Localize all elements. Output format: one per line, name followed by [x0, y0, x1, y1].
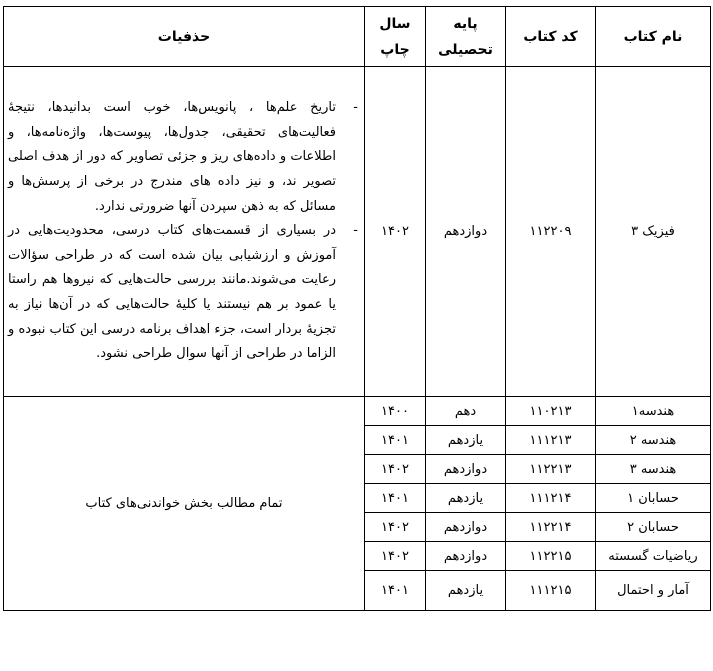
year-cell: ۱۴۰۱ — [365, 571, 426, 611]
book-name-cell: هندسه ۳ — [596, 455, 711, 484]
book-code-cell: ۱۱۲۲۱۳ — [506, 455, 596, 484]
header-deletions: حذفیات — [4, 7, 365, 67]
header-row — [4, 7, 711, 67]
book-code-cell: ۱۱۱۲۱۴ — [506, 484, 596, 513]
header-book-name: نام کتاب — [596, 7, 711, 67]
book-name-cell: هندسه۱ — [596, 397, 711, 426]
grade-cell: یازدهم — [426, 484, 506, 513]
deletion-item: - در بسیاری از قسمت‌های کتاب درسی، محدودیت‌هایی در آموزش و ارزشیابی بیان شده است که در طراحی سؤالات رعایت می‌شوند.مانند بررسی حالت‌هایی که نیروها هم راستا یا عمود بر هم نیستند یا کلیهٔ حالت‌هایی که در آن‌ها نیاز به تجزیهٔ بردار است، جزء اهداف برنامه درسی این کتاب نبوده و الزاما در طراحی از آنها سوال طراحی نشود. — [8, 219, 336, 367]
book-code-cell: ۱۱۰۲۱۳ — [506, 397, 596, 426]
book-name-cell: حسابان ۲ — [596, 513, 711, 542]
book-code-cell: ۱۱۲۲۰۹ — [506, 67, 596, 397]
grade-cell: دوازدهم — [426, 455, 506, 484]
grade-cell: یازدهم — [426, 426, 506, 455]
year-cell: ۱۴۰۲ — [365, 513, 426, 542]
header-grade: پایه تحصیلی — [426, 7, 506, 67]
header-year: سال چاپ — [365, 7, 426, 67]
grade-cell: یازدهم — [426, 571, 506, 611]
grade-cell: دوازدهم — [426, 513, 506, 542]
deletion-item: - تاریخ علم‌ها ، پانویس‌ها، خوب است بدانید‌ها، نتیجهٔ فعالیت‌های تحقیقی، جدول‌ها، پیوست‌ها، واژه‌نامه‌ها، و اطلاعات و داده‌های ریز و جزئی تصاویر که دور از هدف اصلی تصویر ند، و نیز داده های مندرج در برخی از پرسش‌ها و مسائل که به ذهن سپردن آنها ضرورتی ندارد. — [8, 96, 336, 219]
book-name-cell: فیزیک ۳ — [596, 67, 711, 397]
table-row — [4, 67, 711, 397]
deletions-table — [3, 6, 711, 611]
deletions-list — [8, 96, 360, 367]
grade-cell: دوازدهم — [426, 67, 506, 397]
book-name-cell: آمار و احتمال — [596, 571, 711, 611]
grade-cell: دهم — [426, 397, 506, 426]
deletions-cell — [4, 67, 365, 397]
year-cell: ۱۴۰۲ — [365, 67, 426, 397]
book-code-cell: ۱۱۱۲۱۳ — [506, 426, 596, 455]
shared-deletion-cell: تمام مطالب بخش خواندنی‌های کتاب — [4, 397, 365, 611]
book-code-cell: ۱۱۲۲۱۵ — [506, 542, 596, 571]
year-cell: ۱۴۰۱ — [365, 484, 426, 513]
book-name-cell: حسابان ۱ — [596, 484, 711, 513]
table-row — [4, 397, 711, 426]
year-cell: ۱۴۰۲ — [365, 455, 426, 484]
grade-cell: دوازدهم — [426, 542, 506, 571]
book-name-cell: ریاضیات گسسته — [596, 542, 711, 571]
header-book-code: کد کتاب — [506, 7, 596, 67]
year-cell: ۱۴۰۲ — [365, 542, 426, 571]
book-name-cell: هندسه ۲ — [596, 426, 711, 455]
year-cell: ۱۴۰۱ — [365, 426, 426, 455]
year-cell: ۱۴۰۰ — [365, 397, 426, 426]
book-code-cell: ۱۱۱۲۱۵ — [506, 571, 596, 611]
book-code-cell: ۱۱۲۲۱۴ — [506, 513, 596, 542]
